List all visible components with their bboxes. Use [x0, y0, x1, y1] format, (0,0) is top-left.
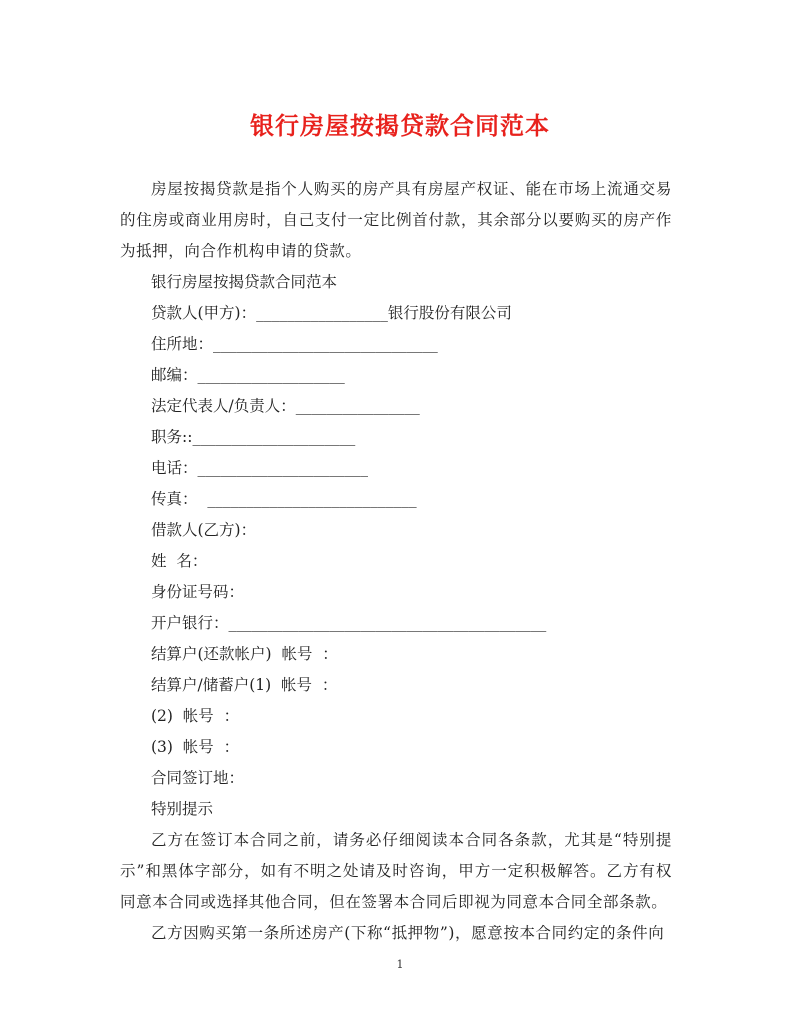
- savings-account-line: 结算户/储蓄户(1) 帐号 ：: [151, 676, 338, 694]
- document-body: [120, 174, 672, 949]
- page-number: 1: [396, 958, 404, 971]
- fax-line: 传真： ___________________________: [151, 490, 417, 508]
- postcode-line: 邮编：___________________: [151, 366, 345, 384]
- sign-place-line: 合同签订地：: [151, 769, 245, 787]
- document-title: 银行房屋按揭贷款合同范本: [250, 111, 550, 140]
- name-line: 姓 名：: [151, 552, 208, 570]
- account-3-line: (3) 帐号 ：: [151, 738, 240, 756]
- id-number-line: 身份证号码：: [151, 583, 245, 601]
- notice-paragraph: 乙方在签订本合同之前，请务必仔细阅读本合同各条款，尤其是“特别提示”和黑体字部分，如有不明之处请及时咨询，甲方一定积极解答。乙方有权同意本合同或选择其他合同，但在签署本合同后即视为同意本合同全部条款。: [120, 831, 672, 911]
- last-paragraph: 乙方因购买第一条所述房产(下称“抵押物”)，愿意按本合同约定的条件向: [151, 924, 665, 942]
- settle-account-line: 结算户(还款帐户) 帐号 ：: [151, 645, 338, 663]
- legal-rep-line: 法定代表人/负责人：________________: [151, 397, 420, 415]
- account-2-line: (2) 帐号 ：: [151, 707, 240, 725]
- lender-line: 贷款人(甲方)：_________________银行股份有限公司: [151, 304, 512, 322]
- bank-line: 开户银行：_________________________________________: [151, 614, 547, 632]
- address-line: 住所地：_____________________________: [151, 335, 438, 353]
- intro-paragraph: 房屋按揭贷款是指个人购买的房产具有房屋产权证、能在市场上流通交易的住房或商业用房时，自己支付一定比例首付款，其余部分以要购买的房产作为抵押，向合作机构申请的贷款。: [120, 180, 672, 260]
- special-notice-heading: 特别提示: [151, 800, 214, 818]
- borrower-line: 借款人(乙方)：: [151, 521, 257, 539]
- subtitle-line: 银行房屋按揭贷款合同范本: [151, 273, 338, 291]
- position-line: 职务::_____________________: [151, 428, 356, 446]
- phone-line: 电话：______________________: [151, 459, 369, 477]
